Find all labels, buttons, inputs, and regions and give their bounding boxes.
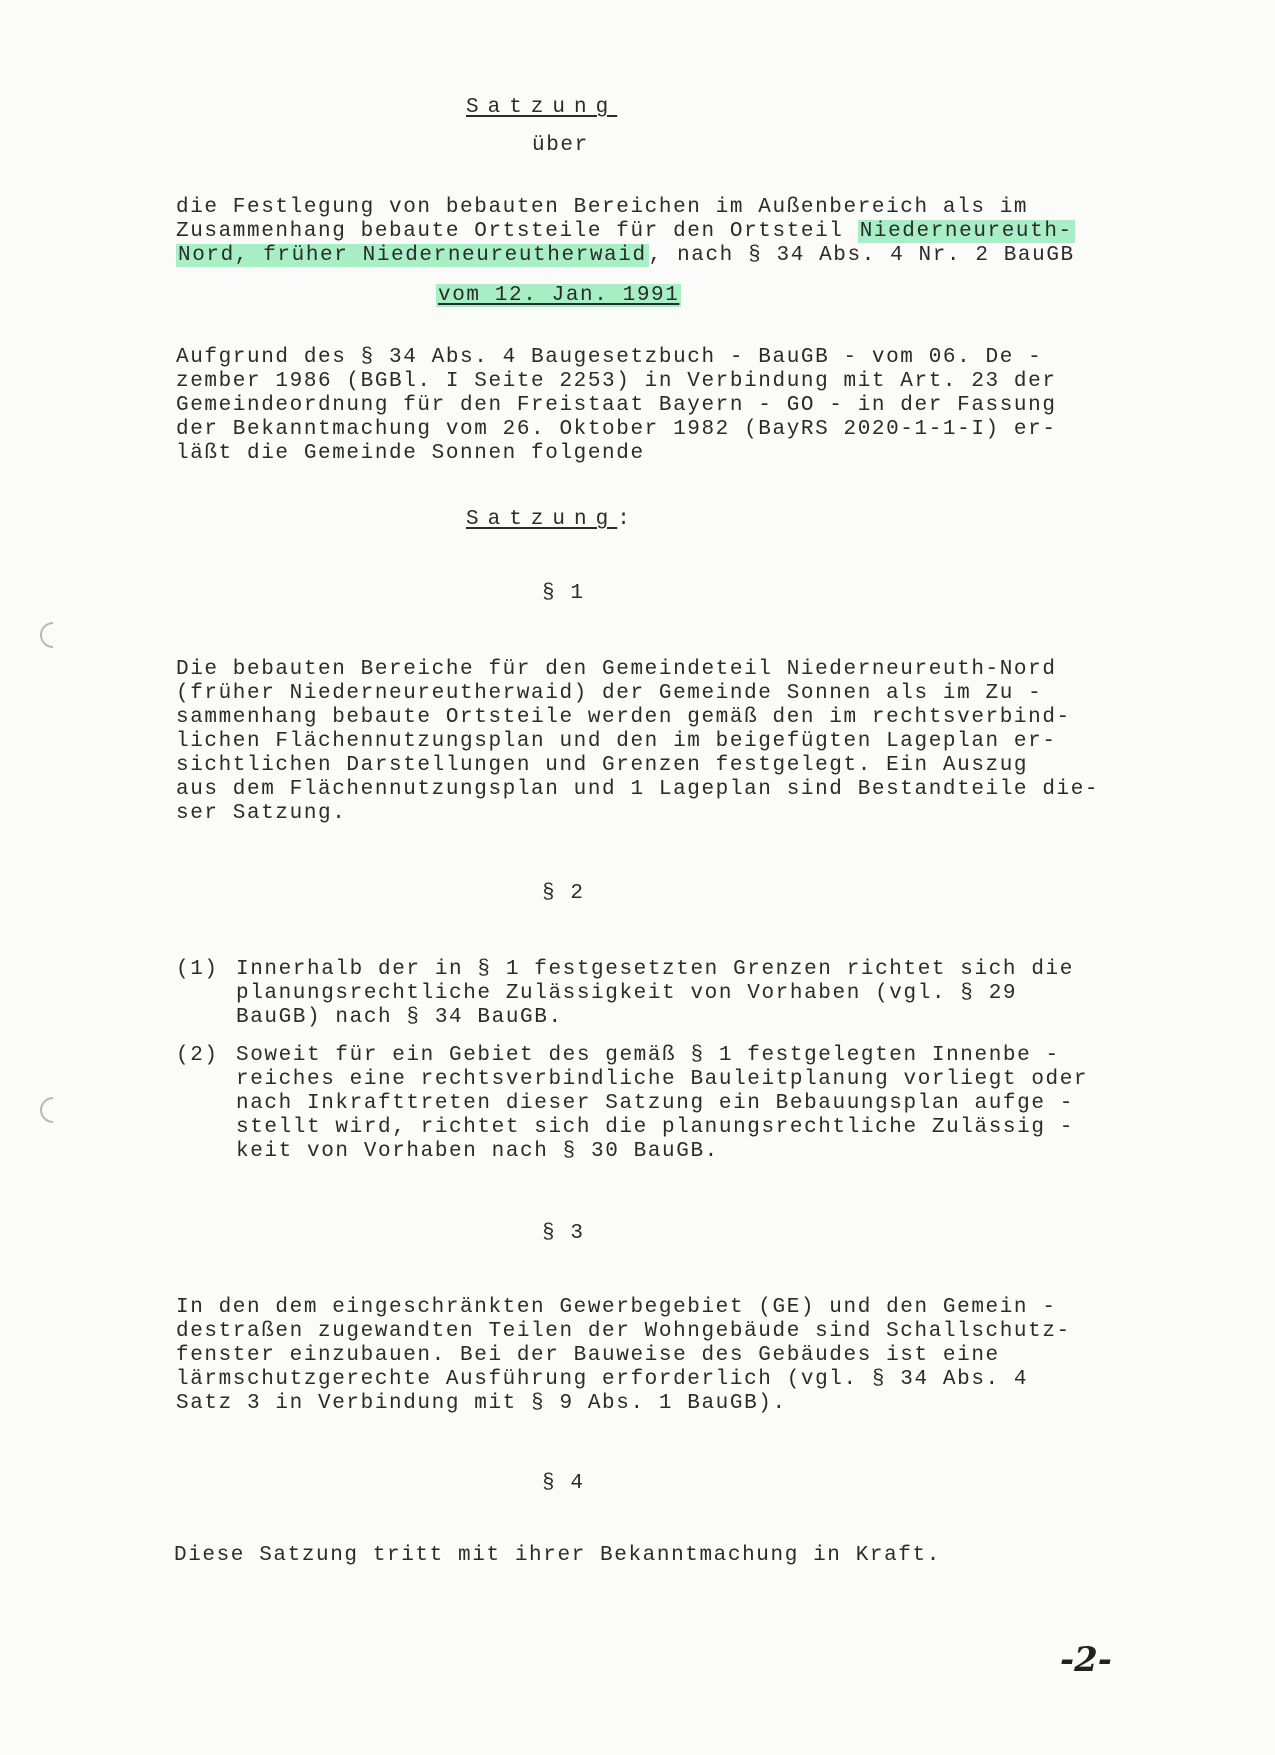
section-1-line-7: ser Satzung. xyxy=(176,802,347,825)
section-1-heading: § 1 xyxy=(542,582,585,605)
section-2-item-2-line-4: stellt wird, richtet sich die planungsrechtliche Zulässig - xyxy=(236,1116,1074,1139)
satzung-heading-text: Satzung xyxy=(466,508,618,531)
highlighted-place-name-2: Nord, früher Niederneureutherwaid xyxy=(178,244,647,267)
section-1-line-3: sammenhang bebaute Ortsteile werden gemäß den im rechtsverbind- xyxy=(176,706,1071,729)
section-2-heading: § 2 xyxy=(542,882,585,905)
preamble-line-2: zember 1986 (BGBl. I Seite 2253) in Verbindung mit Art. 23 der xyxy=(176,370,1057,393)
section-2-item-2-number: (2) xyxy=(176,1044,219,1067)
section-1-line-5: sichtlichen Darstellungen und Grenzen festgelegt. Ein Auszug xyxy=(176,754,1029,777)
intro-line-3-text: , nach § 34 Abs. 4 Nr. 2 BauGB xyxy=(648,244,1075,267)
satzung-heading xyxy=(466,508,631,532)
section-2-item-2-line-2: reiches eine rechtsverbindliche Bauleitplanung vorliegt oder xyxy=(236,1068,1089,1091)
intro-line-2-text: Zusammenhang bebaute Ortsteile für den Ortsteil xyxy=(176,220,858,243)
intro-line-3 xyxy=(176,244,1075,268)
section-3-line-2: destraßen zugewandten Teilen der Wohngebäude sind Schallschutz- xyxy=(176,1320,1071,1343)
section-3-heading: § 3 xyxy=(542,1222,585,1245)
document-subtitle: über xyxy=(532,134,589,157)
intro-line-2 xyxy=(176,220,1075,244)
section-2-item-1-line-3: BauGB) nach § 34 BauGB. xyxy=(236,1006,563,1029)
section-2-item-1-line-2: planungsrechtliche Zulässigkeit von Vorhaben (vgl. § 29 xyxy=(236,982,1018,1005)
section-3-line-4: lärmschutzgerechte Ausführung erforderlich (vgl. § 34 Abs. 4 xyxy=(176,1368,1029,1391)
section-2-item-1-number: (1) xyxy=(176,958,219,981)
punch-hole-top xyxy=(35,617,72,654)
document-date xyxy=(436,284,681,308)
satzung-heading-colon: : xyxy=(617,508,632,531)
highlighted-date: vom 12. Jan. 1991 xyxy=(438,284,680,307)
section-3-line-3: fenster einzubauen. Bei der Bauweise des Gebäudes ist eine xyxy=(176,1344,1000,1367)
section-2-item-2-line-1: Soweit für ein Gebiet des gemäß § 1 festgelegten Innenbe - xyxy=(236,1044,1060,1067)
document-title: Satzung xyxy=(466,96,618,119)
intro-line-1: die Festlegung von bebauten Bereichen im Außenbereich als im xyxy=(176,196,1029,219)
preamble-line-4: der Bekanntmachung vom 26. Oktober 1982 (BayRS 2020-1-1-I) er- xyxy=(176,418,1057,441)
section-2-item-1-line-1: Innerhalb der in § 1 festgesetzten Grenzen richtet sich die xyxy=(236,958,1074,981)
section-3-line-5: Satz 3 in Verbindung mit § 9 Abs. 1 BauGB). xyxy=(176,1392,787,1415)
section-4-heading: § 4 xyxy=(542,1472,585,1495)
section-1-line-2: (früher Niederneureutherwaid) der Gemeinde Sonnen als im Zu - xyxy=(176,682,1043,705)
section-1-line-4: lichen Flächennutzungsplan und den im beigefügten Lageplan er- xyxy=(176,730,1057,753)
highlighted-place-name-1: Niederneureuth- xyxy=(859,220,1073,243)
section-2-item-2-line-5: keit von Vorhaben nach § 30 BauGB. xyxy=(236,1140,719,1163)
preamble-line-1: Aufgrund des § 34 Abs. 4 Baugesetzbuch - BauGB - vom 06. De - xyxy=(176,346,1043,369)
section-1-line-1: Die bebauten Bereiche für den Gemeindeteil Niederneureuth-Nord xyxy=(176,658,1057,681)
page-number: -2- xyxy=(1060,1640,1112,1680)
section-2-item-2-line-3: nach Inkrafttreten dieser Satzung ein Bebauungsplan aufge - xyxy=(236,1092,1074,1115)
punch-hole-bottom xyxy=(35,1092,72,1129)
section-1-line-6: aus dem Flächennutzungsplan und 1 Lageplan sind Bestandteile die- xyxy=(176,778,1100,801)
preamble-line-5: läßt die Gemeinde Sonnen folgende xyxy=(176,442,645,465)
section-4-line-1: Diese Satzung tritt mit ihrer Bekanntmachung in Kraft. xyxy=(174,1544,941,1567)
preamble-line-3: Gemeindeordnung für den Freistaat Bayern - GO - in der Fassung xyxy=(176,394,1057,417)
section-3-line-1: In den dem eingeschränkten Gewerbegebiet (GE) und den Gemein - xyxy=(176,1296,1057,1319)
